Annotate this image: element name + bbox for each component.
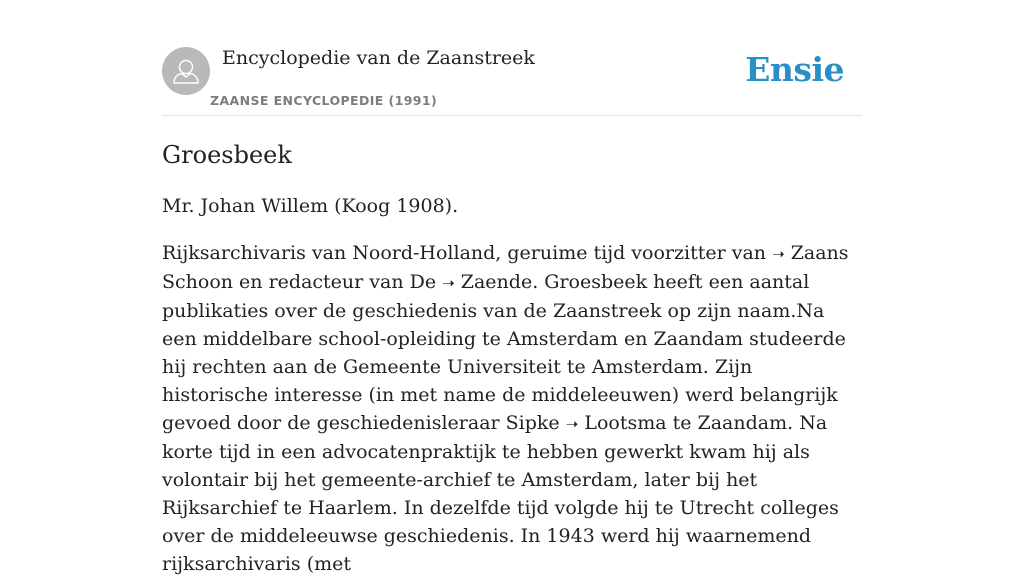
link-lootsma[interactable] [566, 412, 667, 434]
article-title: Groesbeek [162, 141, 292, 169]
link-zaende[interactable] [442, 271, 532, 293]
body-text-2: en redacteur van De [233, 271, 443, 293]
user-icon[interactable] [162, 47, 210, 95]
arrow-right-icon: ➝ [772, 245, 785, 263]
arrow-right-icon: ➝ [442, 274, 455, 292]
body-text-1: Rijksarchivaris van Noord-Holland, geruime tijd voorzitter van [162, 242, 773, 264]
article-body [162, 192, 862, 578]
link-zaende-label: Zaende [460, 271, 533, 293]
arrow-right-icon: ➝ [565, 415, 579, 433]
article-lead: Mr. Johan Willem (Koog 1908). [162, 195, 459, 217]
source-header [162, 0, 862, 116]
body-text-4: te Zaandam. Na korte tijd in een advocatenpraktijk te hebben gewerkt kwam hij als volontair bij het gemeente-archief te Amsterdam, later bij het Rijksarchief te Haarlem. In dezelfde tijd volgde hij te Utrecht colleges over de middeleeuwse geschiedenis. In 1943 werd hij waarnemend rijksarchivaris (met [162, 412, 839, 575]
source-subtitle: ZAANSE ENCYCLOPEDIE (1991) [210, 93, 438, 108]
article-paragraph [162, 239, 862, 578]
link-zaans-schoon-label: Zaans Schoon [162, 242, 849, 293]
link-lootsma-label: Lootsma [584, 412, 667, 434]
source-title-link[interactable]: Encyclopedie van de Zaanstreek [222, 47, 535, 69]
content-container [162, 0, 862, 578]
ensie-logo[interactable]: Ensie [745, 50, 844, 89]
body-text-3: . Groesbeek heeft een aantal publikaties over de geschiedenis van de Zaanstreek op zijn naam.Na een middelbare school-opleiding te Amsterdam en Zaandam studeerde hij rechten aan de Gemeente Universiteit te Amsterdam. Zijn historische interesse (in met name de middeleeuwen) werd belangrijk gevoed door de geschiedenisleraar Sipke [162, 271, 846, 434]
